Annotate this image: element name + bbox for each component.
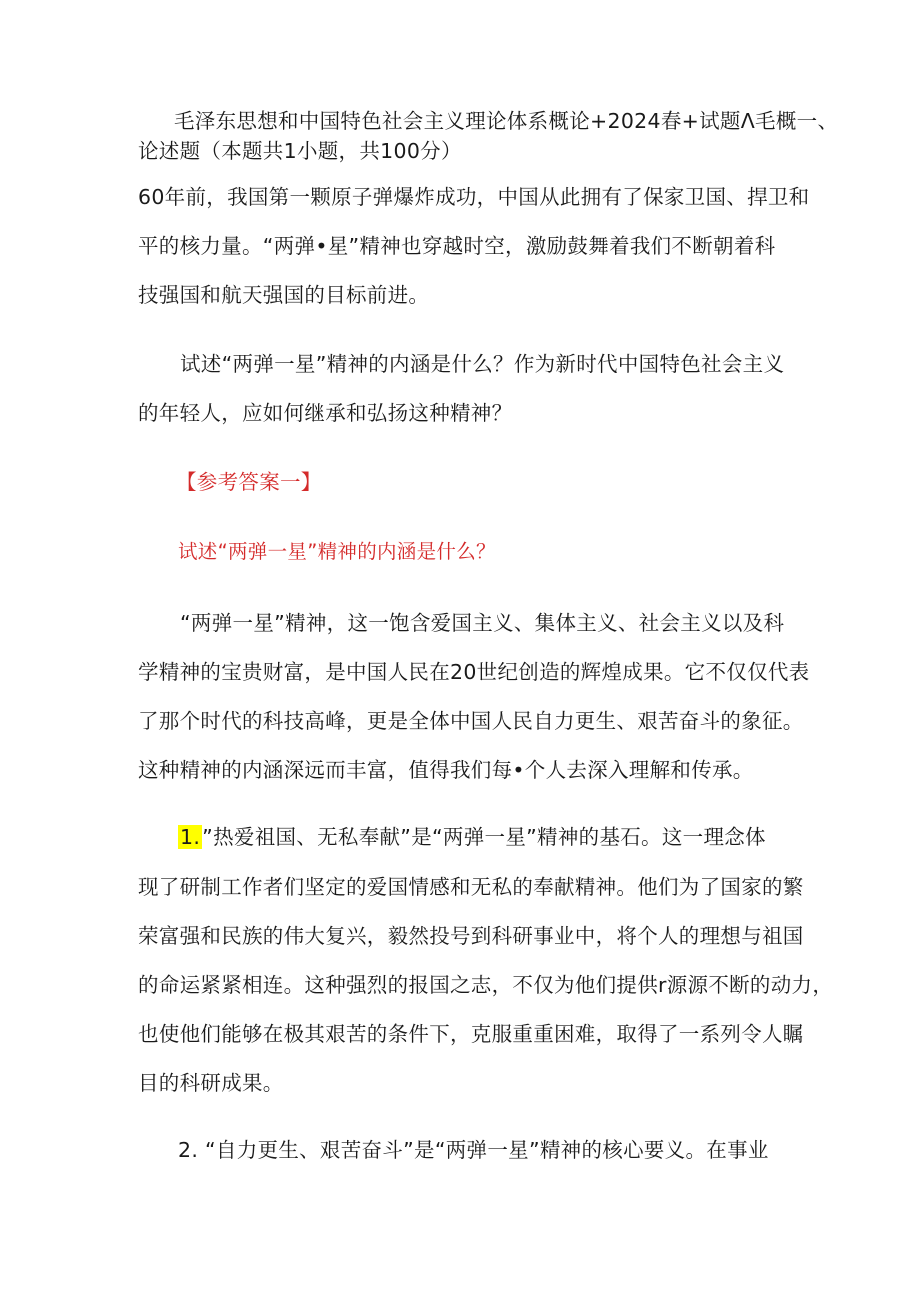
item2-number: 2. — [178, 1138, 199, 1162]
item2-line-1 — [178, 1133, 769, 1163]
doc-title-line-2: 论述题（本题共1小题，共100分） — [138, 139, 462, 163]
item1-line-1-text: ”热爱祖国、无私奉献”是“两弹一星”精神的基石。这一理念体 — [202, 825, 766, 849]
para1-line-1: “两弹一星”精神，这一饱含爱国主义、集体主义、社会主义以及科 — [180, 611, 785, 635]
item2-line-1-text: “自力更生、艰苦奋斗”是“两弹一星”精神的核心要义。在事业 — [205, 1138, 769, 1162]
para1-line-4: 这种精神的内涵深远而丰富，值得我们每•个人去深入理解和传承。 — [138, 758, 754, 782]
item1-line-3: 荣富强和民族的伟大复兴，毅然投号到科研事业中，将个人的理想与祖国 — [138, 924, 804, 948]
answer-heading: 【参考答案一】 — [176, 470, 322, 494]
item1-line-4: 的命运紧紧相连。这种强烈的报国之志，不仅为他们提供r源源不断的动力， — [138, 973, 834, 997]
item1-line-2: 现了研制工作者们坚定的爱国情感和无私的奉献精神。他们为了国家的繁 — [138, 875, 804, 899]
doc-title-line-1: 毛泽东思想和中国特色社会主义理论体系概论+2024春+试题Λ毛概一、 — [174, 109, 839, 133]
intro-line-2: 平的核力量。“两弹•星”精神也穿越时空，激励鼓舞着我们不断朝着科 — [138, 234, 776, 258]
intro-line-3: 技强国和航天强国的目标前进。 — [138, 283, 430, 307]
intro-line-1: 60年前，我国第一颗原子弹爆炸成功，中国从此拥有了保家卫国、捍卫和 — [138, 185, 810, 209]
item1-number-highlight: 1. — [180, 825, 201, 849]
item1-line-5: 也使他们能够在极其艰苦的条件下，克服重重困难，取得了一系列令人瞩 — [138, 1022, 804, 1046]
question-line-1: 试述“两弹一星”精神的内涵是什么？作为新时代中国特色社会主义 — [180, 352, 785, 376]
item1-line-1 — [178, 820, 766, 850]
sub-question: 试述“两弹一星”精神的内涵是什么？ — [178, 540, 496, 563]
item1-line-6: 目的科研成果。 — [138, 1071, 284, 1095]
para1-line-2: 学精神的宝贵财富，是中国人民在20世纪创造的辉煌成果。它不仅仅代表 — [138, 660, 810, 684]
question-line-2: 的年轻人，应如何继承和弘扬这种精神？ — [138, 401, 513, 425]
para1-line-3: 了那个时代的科技高峰，更是全体中国人民自力更生、艰苦奋斗的象征。 — [138, 709, 804, 733]
